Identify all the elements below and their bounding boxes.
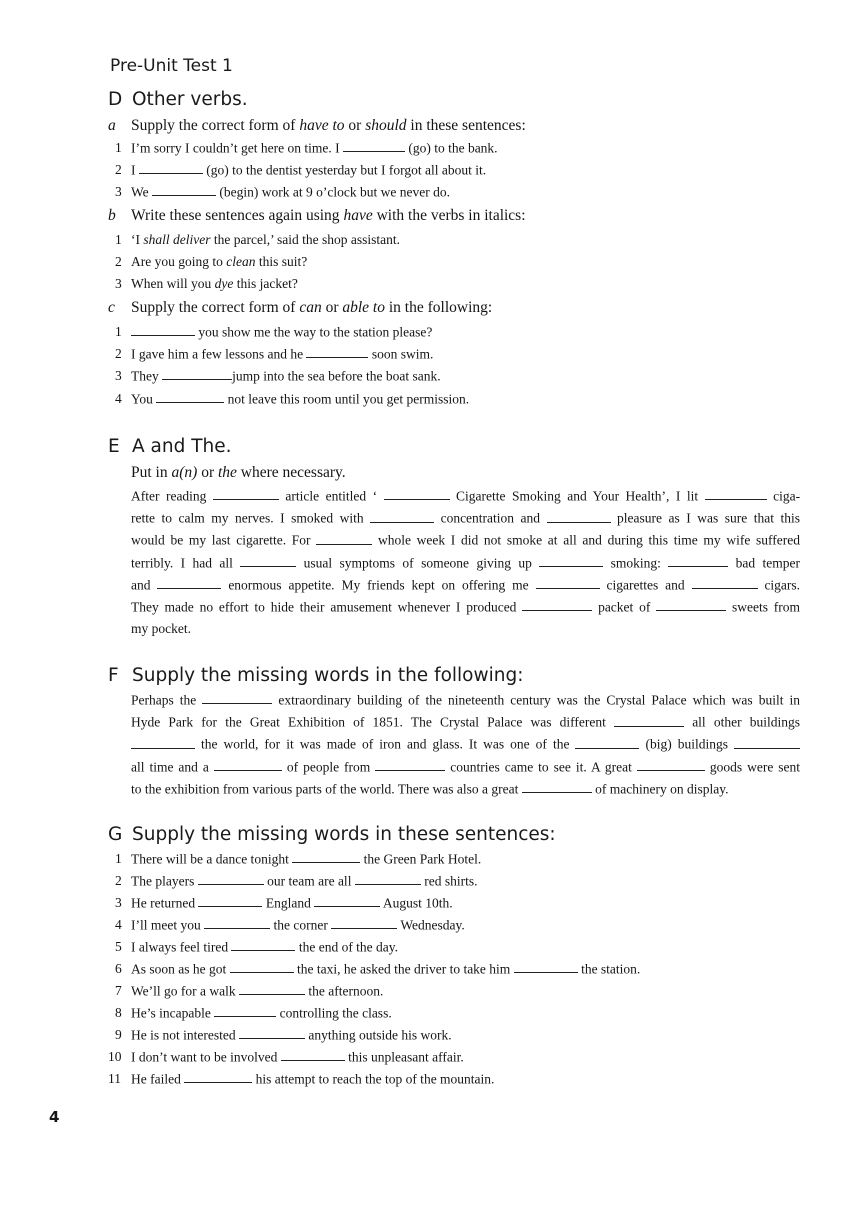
section-letter: E bbox=[108, 436, 120, 457]
item-text: There will be a dance tonight bbox=[131, 851, 289, 867]
answer-blank[interactable] bbox=[184, 1071, 252, 1083]
item-text: this suit? bbox=[255, 254, 308, 269]
answer-blank[interactable] bbox=[306, 346, 368, 358]
passage-text: cigars. bbox=[764, 577, 801, 593]
passage-text: rette to calm my nerves. I smoked with bbox=[131, 510, 364, 526]
page-number: 4 bbox=[49, 1108, 60, 1126]
answer-blank[interactable] bbox=[668, 555, 728, 567]
item-italic: clean bbox=[226, 254, 256, 269]
answer-blank[interactable] bbox=[198, 895, 262, 907]
item-text: ‘I bbox=[131, 232, 144, 247]
answer-blank[interactable] bbox=[656, 599, 726, 611]
passage-text: smoking: bbox=[610, 555, 661, 571]
answer-blank[interactable] bbox=[131, 324, 195, 336]
answer-blank[interactable] bbox=[343, 140, 405, 152]
passage-text: ciga- bbox=[773, 488, 801, 504]
passage-line bbox=[131, 759, 800, 781]
part-b-instruction bbox=[108, 207, 526, 225]
passage-text: my pocket. bbox=[131, 621, 191, 637]
item-text: We bbox=[131, 184, 149, 200]
exercise-item bbox=[108, 1005, 392, 1021]
section-d-heading bbox=[108, 89, 248, 110]
item-number: 11 bbox=[108, 1071, 121, 1087]
answer-blank[interactable] bbox=[131, 736, 195, 748]
instruction-text: or bbox=[344, 117, 366, 134]
answer-blank[interactable] bbox=[239, 1027, 305, 1039]
answer-blank[interactable] bbox=[281, 1049, 345, 1061]
passage-line bbox=[131, 692, 800, 714]
instruction-text: Supply the correct form of bbox=[131, 117, 300, 134]
answer-blank[interactable] bbox=[198, 873, 264, 885]
exercise-item bbox=[108, 276, 298, 292]
answer-blank[interactable] bbox=[536, 577, 600, 589]
answer-blank[interactable] bbox=[614, 714, 684, 726]
passage-text: and bbox=[131, 577, 151, 593]
section-letter: F bbox=[108, 665, 119, 686]
passage-line bbox=[131, 781, 800, 803]
instruction-italic: can bbox=[299, 299, 322, 316]
answer-blank[interactable] bbox=[162, 368, 232, 380]
answer-blank[interactable] bbox=[214, 1005, 276, 1017]
item-text: not leave this room until you get permission. bbox=[227, 391, 470, 407]
answer-blank[interactable] bbox=[384, 488, 450, 500]
exercise-item bbox=[108, 983, 383, 999]
item-text: the station. bbox=[581, 961, 641, 977]
item-number: 3 bbox=[115, 368, 122, 384]
item-number: 4 bbox=[115, 917, 122, 933]
section-title: Supply the missing words in the following: bbox=[132, 665, 524, 686]
item-text: You bbox=[131, 391, 153, 407]
passage-text: Cigarette Smoking and Your Health’, I lit bbox=[456, 488, 699, 504]
passage-text: of machinery on display. bbox=[595, 781, 729, 797]
answer-blank[interactable] bbox=[539, 555, 603, 567]
exercise-item bbox=[108, 961, 640, 977]
exercise-item bbox=[108, 1071, 494, 1087]
passage-line bbox=[131, 532, 800, 554]
section-e-instruction bbox=[131, 464, 346, 482]
passage-line bbox=[131, 555, 800, 577]
item-number: 2 bbox=[115, 162, 122, 178]
instruction-text: Put in bbox=[131, 464, 172, 481]
item-text: I bbox=[131, 162, 136, 178]
passage-text: goods were sent bbox=[709, 759, 801, 775]
item-number: 2 bbox=[115, 346, 122, 362]
answer-blank[interactable] bbox=[204, 917, 270, 929]
passage-text: article entitled ‘ bbox=[285, 488, 378, 504]
item-text: He is not interested bbox=[131, 1027, 236, 1043]
passage-line bbox=[131, 577, 800, 599]
section-title: A and The. bbox=[132, 436, 232, 457]
item-number: 1 bbox=[115, 851, 122, 867]
instruction-text: where necessary. bbox=[236, 464, 346, 481]
item-italic: shall deliver bbox=[143, 232, 211, 247]
item-text: the corner bbox=[273, 917, 328, 933]
answer-blank[interactable] bbox=[734, 736, 800, 748]
part-letter: c bbox=[108, 299, 115, 316]
item-text: I’ll meet you bbox=[131, 917, 201, 933]
item-number: 7 bbox=[115, 983, 122, 999]
exercise-item bbox=[108, 917, 465, 933]
item-number: 3 bbox=[115, 184, 122, 200]
item-text: the afternoon. bbox=[308, 983, 384, 999]
section-letter: D bbox=[108, 89, 123, 110]
instruction-italic: have to bbox=[299, 117, 345, 134]
instruction-italic: the bbox=[217, 464, 237, 481]
item-text: As soon as he got bbox=[131, 961, 227, 977]
item-number: 10 bbox=[108, 1049, 122, 1065]
exercise-item bbox=[108, 1049, 464, 1065]
answer-blank[interactable] bbox=[705, 488, 767, 500]
item-text: (go) to the bank. bbox=[408, 140, 498, 156]
item-text: controlling the class. bbox=[279, 1005, 392, 1021]
passage-text: sweets from bbox=[731, 599, 801, 615]
answer-blank[interactable] bbox=[214, 759, 282, 771]
answer-blank[interactable] bbox=[316, 532, 372, 544]
answer-blank[interactable] bbox=[239, 983, 305, 995]
item-text: I don’t want to be involved bbox=[131, 1049, 278, 1065]
exercise-item bbox=[108, 368, 441, 384]
item-text: our team are all bbox=[267, 873, 352, 889]
item-text: the parcel,’ said the shop assistant. bbox=[210, 232, 400, 247]
exercise-item bbox=[108, 346, 433, 362]
passage-text: enormous appetite. My friends kept on offering me bbox=[228, 577, 529, 593]
exercise-item bbox=[108, 140, 498, 156]
section-e-passage bbox=[131, 488, 800, 643]
item-text: He’s incapable bbox=[131, 1005, 211, 1021]
item-text: When will you bbox=[131, 276, 215, 291]
part-letter: b bbox=[108, 207, 116, 224]
passage-line bbox=[131, 510, 800, 532]
passage-text: would be my last cigarette. For bbox=[131, 532, 311, 548]
item-text: He returned bbox=[131, 895, 196, 911]
item-text: Wednesday. bbox=[400, 917, 465, 933]
passage-text: extraordinary building of the nineteenth century was the Crystal Palace which was built in bbox=[278, 692, 801, 708]
passage-text: (big) buildings bbox=[645, 736, 729, 752]
answer-blank[interactable] bbox=[292, 851, 360, 863]
passage-text: all time and a bbox=[131, 759, 209, 775]
passage-text: whole week I did not smoke at all and during this time my wife suffered bbox=[377, 532, 801, 548]
instruction-italic: a(n) bbox=[171, 464, 198, 481]
passage-text: Hyde Park for the Great Exhibition of 1851. The Crystal Palace was different bbox=[131, 714, 606, 730]
passage-text: usual symptoms of someone giving up bbox=[303, 555, 532, 571]
answer-blank[interactable] bbox=[575, 736, 639, 748]
answer-blank[interactable] bbox=[213, 488, 279, 500]
item-number: 1 bbox=[115, 140, 122, 156]
item-text: I’m sorry I couldn’t get here on time. I bbox=[131, 140, 340, 156]
answer-blank[interactable] bbox=[692, 577, 758, 589]
answer-blank[interactable] bbox=[355, 873, 421, 885]
instruction-italic: should bbox=[365, 117, 407, 134]
passage-text: of people from bbox=[286, 759, 371, 775]
exercise-item bbox=[108, 851, 481, 867]
item-number: 2 bbox=[115, 254, 122, 269]
item-number: 4 bbox=[115, 391, 122, 407]
answer-blank[interactable] bbox=[522, 781, 592, 793]
item-number: 2 bbox=[115, 873, 122, 889]
answer-blank[interactable] bbox=[331, 917, 397, 929]
passage-line bbox=[131, 599, 800, 621]
item-text: The players bbox=[131, 873, 195, 889]
passage-text: the world, for it was made of iron and glass. It was one of the bbox=[201, 736, 570, 752]
answer-blank[interactable] bbox=[156, 391, 224, 403]
passage-line bbox=[131, 736, 800, 758]
item-text: England bbox=[265, 895, 311, 911]
exercise-item bbox=[108, 895, 453, 911]
instruction-italic: have bbox=[343, 207, 373, 224]
item-number: 3 bbox=[115, 895, 122, 911]
answer-blank[interactable] bbox=[230, 961, 294, 973]
instruction-italic: able to bbox=[342, 299, 385, 316]
passage-text: After reading bbox=[131, 488, 207, 504]
passage-text: all other buildings bbox=[692, 714, 800, 730]
exercise-item bbox=[108, 873, 477, 889]
section-title: Supply the missing words in these sentences: bbox=[132, 824, 556, 845]
answer-blank[interactable] bbox=[375, 759, 445, 771]
section-f-passage bbox=[131, 692, 800, 803]
item-text: soon swim. bbox=[371, 346, 434, 362]
item-text: red shirts. bbox=[424, 873, 478, 889]
exercise-item bbox=[108, 254, 307, 270]
exercise-item bbox=[108, 232, 400, 248]
passage-line bbox=[131, 621, 800, 643]
item-text: jump into the sea before the boat sank. bbox=[232, 368, 441, 384]
passage-text: packet of bbox=[598, 599, 651, 615]
instruction-text: Supply the correct form of bbox=[131, 299, 300, 316]
instruction-text: in these sentences: bbox=[406, 117, 526, 134]
item-text: (begin) work at 9 o’clock but we never do. bbox=[219, 184, 450, 200]
answer-blank[interactable] bbox=[370, 510, 434, 522]
item-number: 3 bbox=[115, 276, 122, 291]
answer-blank[interactable] bbox=[202, 692, 272, 704]
part-letter: a bbox=[108, 117, 116, 134]
passage-text: to the exhibition from various parts of the world. There was also a great bbox=[131, 781, 519, 797]
item-number: 1 bbox=[115, 232, 122, 247]
item-number: 9 bbox=[115, 1027, 122, 1043]
instruction-text: or bbox=[197, 464, 218, 481]
item-text: his attempt to reach the top of the mountain. bbox=[255, 1071, 495, 1087]
answer-blank[interactable] bbox=[157, 577, 221, 589]
item-text: Are you going to bbox=[131, 254, 227, 269]
item-text: this unpleasant affair. bbox=[348, 1049, 464, 1065]
passage-text: They made no effort to hide their amusement whenever I produced bbox=[131, 599, 517, 615]
answer-blank[interactable] bbox=[514, 961, 578, 973]
item-text: the Green Park Hotel. bbox=[363, 851, 482, 867]
answer-blank[interactable] bbox=[637, 759, 705, 771]
answer-blank[interactable] bbox=[522, 599, 592, 611]
exercise-item bbox=[108, 162, 486, 178]
passage-text: countries came to see it. A great bbox=[450, 759, 632, 775]
answer-blank[interactable] bbox=[139, 162, 203, 174]
answer-blank[interactable] bbox=[240, 555, 296, 567]
section-f-heading bbox=[108, 665, 523, 686]
item-text: We’ll go for a walk bbox=[131, 983, 236, 999]
passage-text: bad temper bbox=[735, 555, 801, 571]
exercise-item bbox=[108, 939, 398, 955]
item-text: anything outside his work. bbox=[308, 1027, 452, 1043]
item-text: (go) to the dentist yesterday but I forgot all about it. bbox=[206, 162, 487, 178]
item-number: 8 bbox=[115, 1005, 122, 1021]
exercise-item bbox=[108, 184, 450, 200]
passage-line bbox=[131, 488, 800, 510]
passage-text: pleasure as I was sure that this bbox=[617, 510, 800, 526]
item-text: this jacket? bbox=[233, 276, 298, 291]
item-number: 6 bbox=[115, 961, 122, 977]
instruction-text: in the following: bbox=[385, 299, 493, 316]
exercise-item bbox=[108, 1027, 452, 1043]
part-c-instruction bbox=[108, 299, 492, 317]
answer-blank[interactable] bbox=[314, 895, 380, 907]
instruction-text: or bbox=[321, 299, 343, 316]
item-number: 1 bbox=[115, 324, 122, 340]
instruction-text: with the verbs in italics: bbox=[372, 207, 526, 224]
item-text: They bbox=[131, 368, 159, 384]
passage-line bbox=[131, 714, 800, 736]
section-g-heading bbox=[108, 824, 556, 845]
item-text: I always feel tired bbox=[131, 939, 229, 955]
item-italic: dye bbox=[214, 276, 234, 291]
item-text: August 10th. bbox=[382, 895, 453, 911]
answer-blank[interactable] bbox=[547, 510, 611, 522]
instruction-text: Write these sentences again using bbox=[131, 207, 344, 224]
item-text: you show me the way to the station please? bbox=[198, 324, 433, 340]
answer-blank[interactable] bbox=[152, 184, 216, 196]
item-text: the end of the day. bbox=[298, 939, 399, 955]
answer-blank[interactable] bbox=[231, 939, 295, 951]
item-text: I gave him a few lessons and he bbox=[131, 346, 304, 362]
passage-text: Perhaps the bbox=[131, 692, 197, 708]
section-letter: G bbox=[108, 824, 123, 845]
exercise-item bbox=[108, 391, 469, 407]
item-text: the taxi, he asked the driver to take him bbox=[297, 961, 511, 977]
section-title: Other verbs. bbox=[132, 89, 248, 110]
passage-text: concentration and bbox=[440, 510, 541, 526]
section-e-heading bbox=[108, 436, 232, 457]
part-a-instruction bbox=[108, 117, 526, 135]
passage-text: cigarettes and bbox=[606, 577, 685, 593]
item-number: 5 bbox=[115, 939, 122, 955]
page-header: Pre-Unit Test 1 bbox=[110, 56, 233, 76]
exercise-item bbox=[108, 324, 432, 340]
passage-text: terribly. I had all bbox=[131, 555, 233, 571]
item-text: He failed bbox=[131, 1071, 181, 1087]
